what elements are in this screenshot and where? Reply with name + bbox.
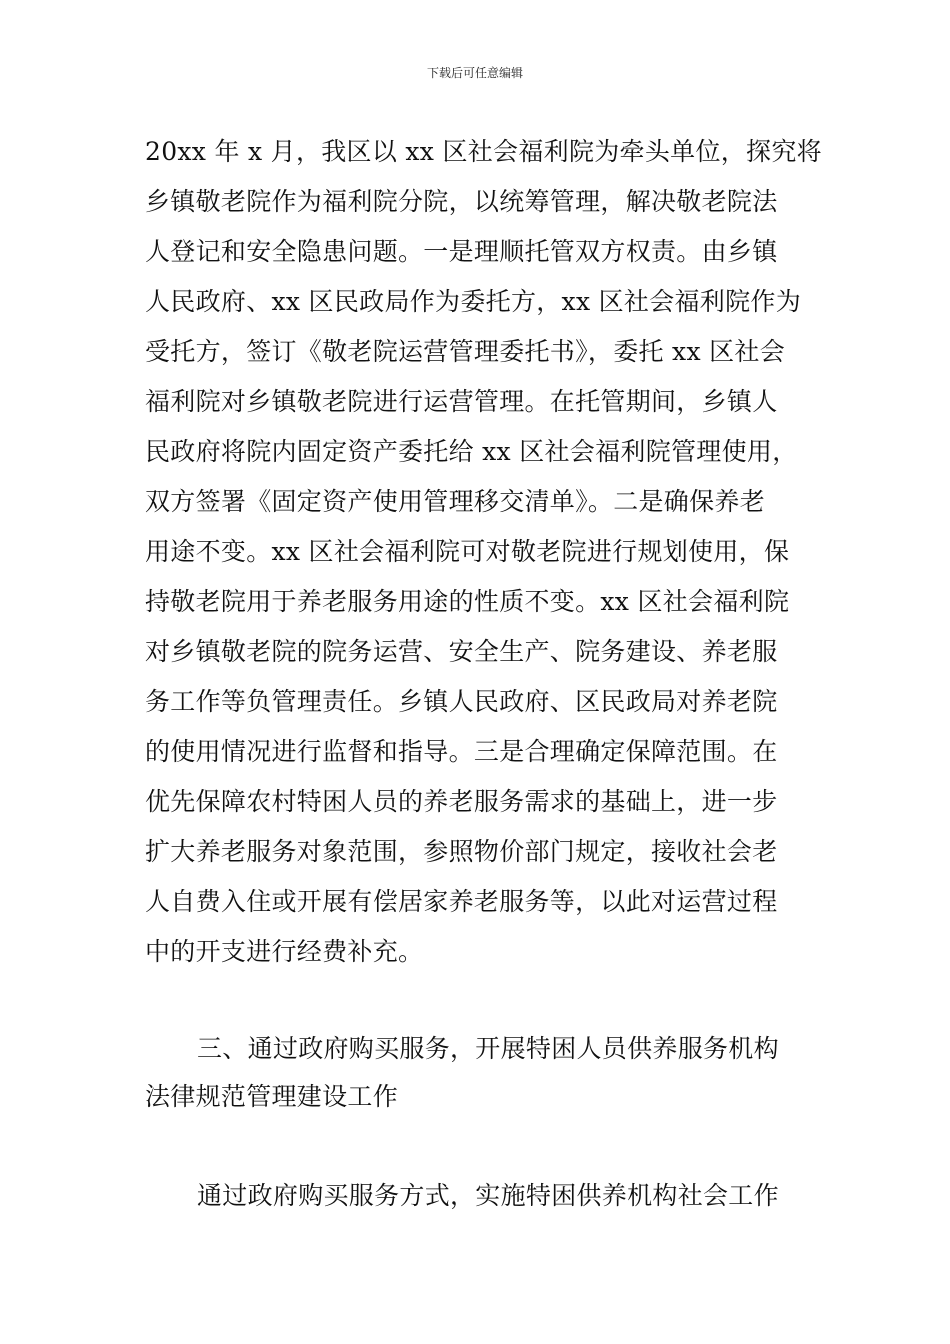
paragraph-line: 优先保障农村特困人员的养老服务需求的基础上，进一步 xyxy=(145,787,778,816)
paragraph-line: 用途不变。xx 区社会福利院可对敬老院进行规划使用，保 xyxy=(145,537,790,566)
page-header: 下载后可任意编辑 xyxy=(426,66,523,80)
paragraph-line: 乡镇敬老院作为福利院分院，以统筹管理，解决敬老院法 xyxy=(145,187,778,216)
paragraph-line: 人自费入住或开展有偿居家养老服务等，以此对运营过程 xyxy=(145,887,778,916)
paragraph-line: 务工作等负管理责任。乡镇人民政府、区民政局对养老院 xyxy=(145,687,778,716)
paragraph-line: 扩大养老服务对象范围，参照物价部门规定，接收社会老 xyxy=(145,837,778,866)
paragraph-line: 民政府将院内固定资产委托给 xx 区社会福利院管理使用， xyxy=(145,437,798,466)
paragraph-line: 中的开支进行经费补充。 xyxy=(145,937,424,966)
paragraph-line: 受托方，签订《敬老院运营管理委托书》，委托 xx 区社会 xyxy=(145,337,785,366)
paragraph-line: 对乡镇敬老院的院务运营、安全生产、院务建设、养老服 xyxy=(145,637,778,666)
paragraph-line: 人民政府、xx 区民政局作为委托方，xx 区社会福利院作为 xyxy=(145,287,801,316)
heading-line: 法律规范管理建设工作 xyxy=(145,1082,399,1111)
paragraph-line: 通过政府购买服务方式，实施特困供养机构社会工作 xyxy=(197,1181,779,1210)
heading-line: 三、通过政府购买服务，开展特困人员供养服务机构 xyxy=(197,1034,779,1063)
paragraph-line: 的使用情况进行监督和指导。三是合理确定保障范围。在 xyxy=(145,737,778,766)
paragraph-line: 持敬老院用于养老服务用途的性质不变。xx 区社会福利院 xyxy=(145,587,790,616)
paragraph-line: 20xx 年 x 月，我区以 xx 区社会福利院为牵头单位，探究将 xyxy=(145,137,822,166)
paragraph-line: 福利院对乡镇敬老院进行运营管理。在托管期间，乡镇人 xyxy=(145,387,778,416)
paragraph-line: 人登记和安全隐患问题。一是理顺托管双方权责。由乡镇 xyxy=(145,237,778,266)
paragraph-line: 双方签署《固定资产使用管理移交清单》。二是确保养老 xyxy=(145,487,766,516)
